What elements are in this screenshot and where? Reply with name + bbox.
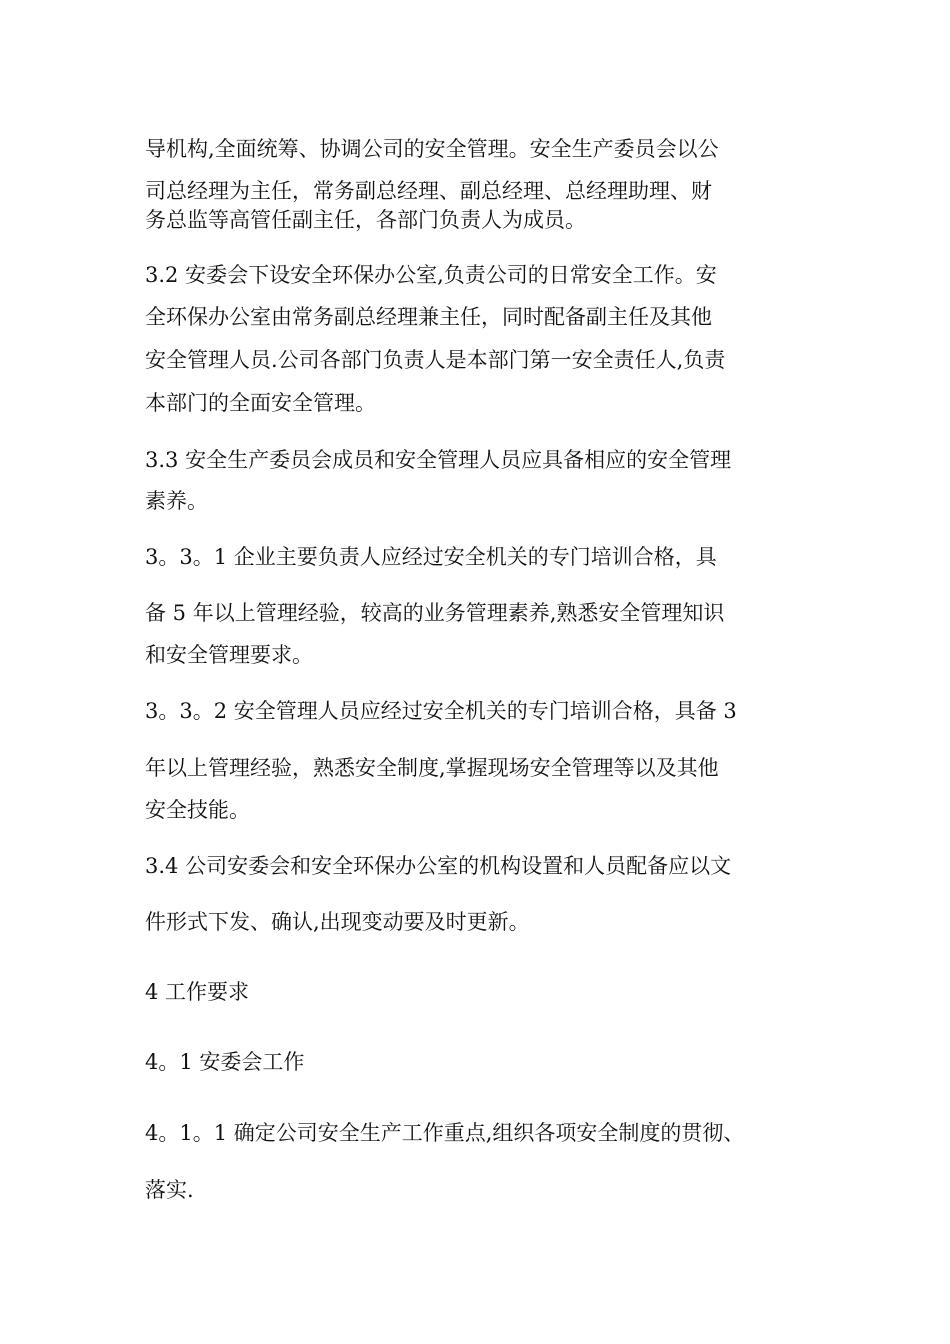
text-line: 安全技能。 bbox=[145, 798, 250, 822]
text-line: 导机构,全面统筹、协调公司的安全管理。安全生产委员会以公 bbox=[145, 137, 719, 161]
text-line: 本部门的全面安全管理。 bbox=[145, 391, 376, 415]
text-line: 4。1。1 确定公司安全生产工作重点,组织各项安全制度的贯彻、 bbox=[145, 1121, 745, 1145]
text-line: 3。3。2 安全管理人员应经过安全机关的专门培训合格，具备 3 bbox=[145, 699, 737, 723]
text-line: 3。3。1 企业主要负责人应经过安全机关的专门培训合格，具 bbox=[145, 545, 717, 569]
text-line: 年以上管理经验，熟悉安全制度,掌握现场安全管理等以及其他 bbox=[145, 756, 719, 780]
text-line: 安全管理人员.公司各部门负责人是本部门第一安全责任人,负责 bbox=[145, 348, 726, 372]
text-line: 和安全管理要求。 bbox=[145, 643, 313, 667]
text-line: 4 工作要求 bbox=[145, 980, 250, 1004]
text-line: 落实. bbox=[145, 1178, 194, 1202]
text-line: 3.4 公司安委会和安全环保办公室的机构设置和人员配备应以文 bbox=[145, 854, 732, 878]
text-line: 全环保办公室由常务副总经理兼主任，同时配备副主任及其他 bbox=[145, 305, 712, 329]
text-line: 件形式下发、确认,出现变动要及时更新。 bbox=[145, 910, 530, 934]
text-line: 务总监等高管任副主任，各部门负责人为成员。 bbox=[145, 208, 586, 232]
text-line: 素养。 bbox=[145, 489, 208, 513]
text-line: 3.3 安全生产委员会成员和安全管理人员应具备相应的安全管理 bbox=[145, 448, 732, 472]
text-line: 3.2 安委会下设安全环保办公室,负责公司的日常安全工作。安 bbox=[145, 263, 717, 287]
text-line: 备 5 年以上管理经验，较高的业务管理素养,熟悉安全管理知识 bbox=[145, 601, 725, 625]
text-line: 4。1 安委会工作 bbox=[145, 1050, 305, 1074]
text-line: 司总经理为主任，常务副总经理、副总经理、总经理助理、财 bbox=[145, 179, 712, 203]
